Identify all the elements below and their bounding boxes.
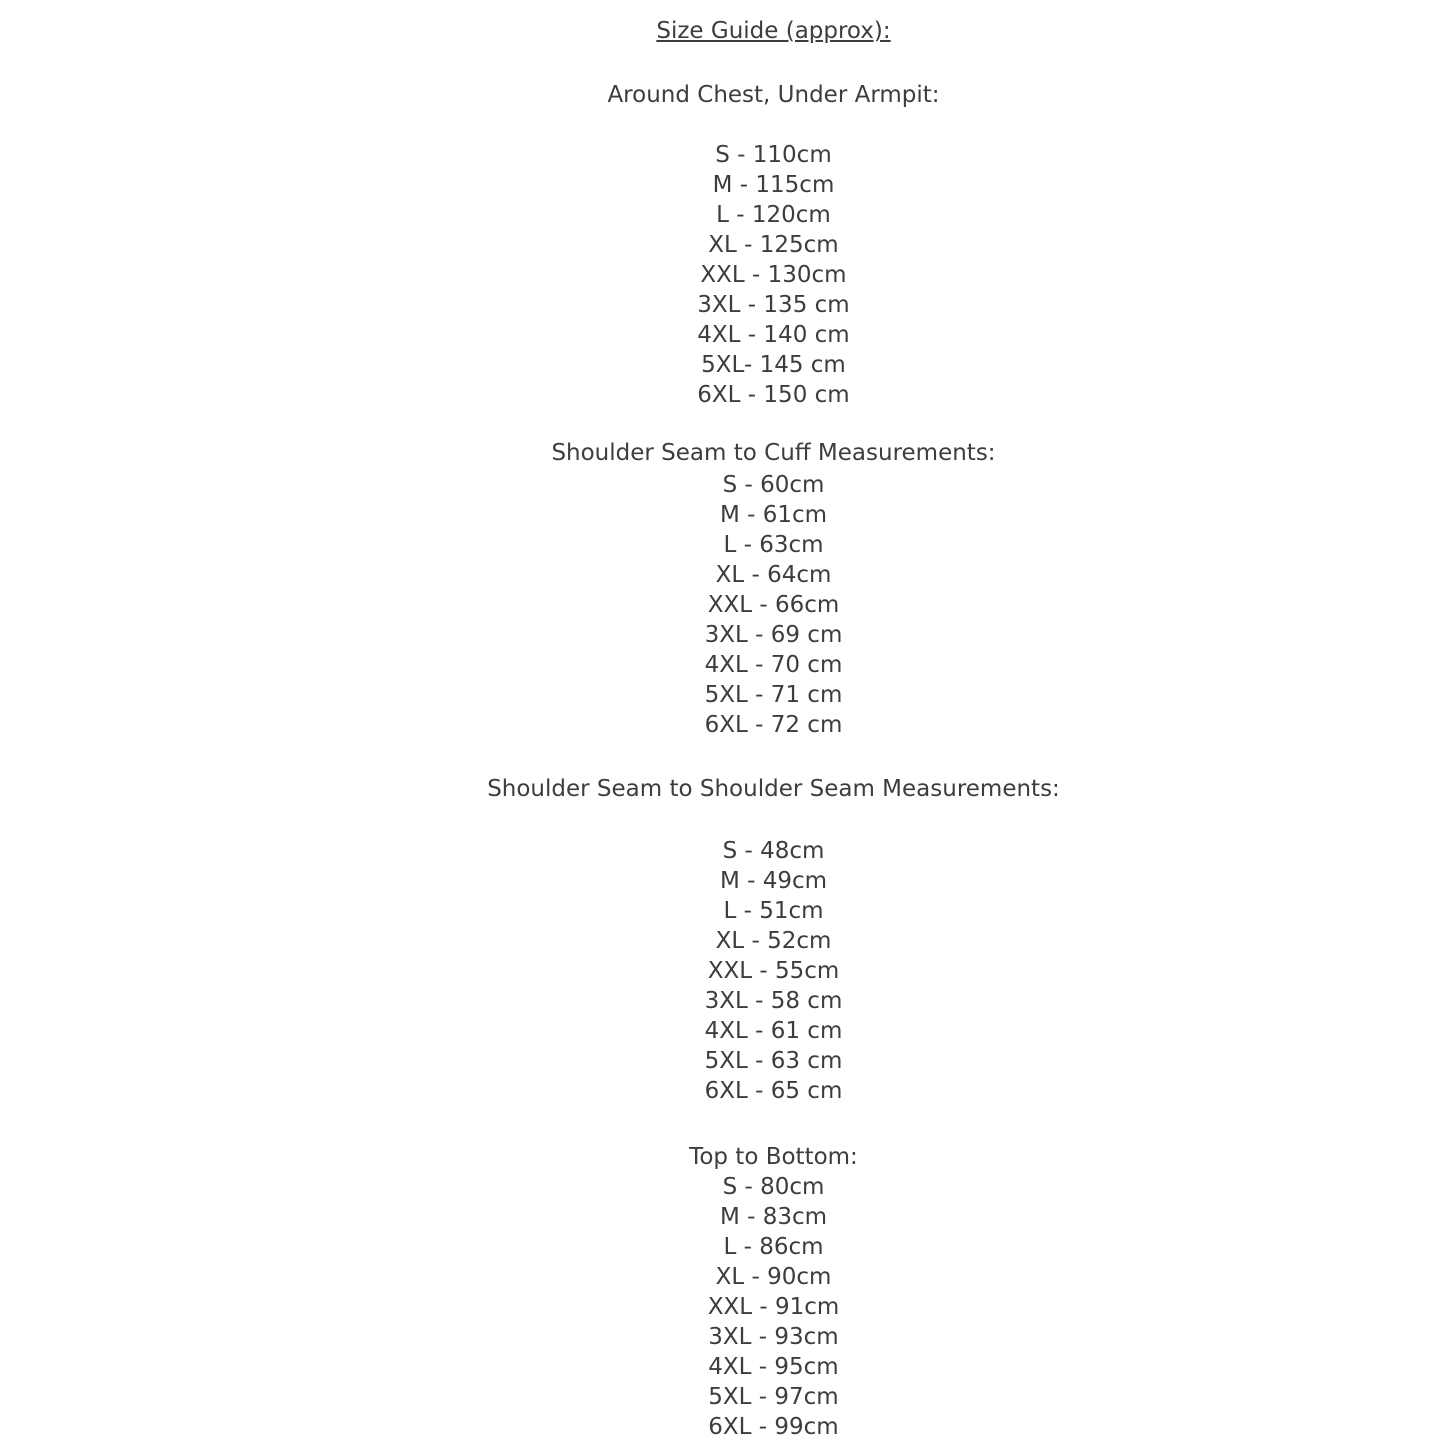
- size-line: 5XL- 145 cm: [701, 352, 846, 378]
- section-heading-top-to-bottom: Top to Bottom:: [689, 1144, 858, 1170]
- size-line: 5XL - 71 cm: [704, 682, 843, 708]
- size-line: 4XL - 70 cm: [704, 652, 843, 678]
- size-line: XL - 90cm: [715, 1264, 832, 1290]
- size-line: 4XL - 140 cm: [697, 322, 850, 348]
- section-heading-around-chest: Around Chest, Under Armpit:: [607, 82, 940, 108]
- size-line: 5XL - 63 cm: [704, 1048, 843, 1074]
- size-line: M - 83cm: [719, 1204, 828, 1230]
- size-line: M - 115cm: [712, 172, 835, 198]
- size-line: 6XL - 65 cm: [704, 1078, 843, 1104]
- size-line: XXL - 66cm: [707, 592, 840, 618]
- size-line: L - 86cm: [723, 1234, 824, 1260]
- size-line: 3XL - 135 cm: [697, 292, 850, 318]
- size-line: 6XL - 150 cm: [697, 382, 850, 408]
- size-line: S - 80cm: [722, 1174, 825, 1200]
- size-line: XXL - 130cm: [700, 262, 847, 288]
- size-line: S - 110cm: [715, 142, 832, 168]
- size-line: 6XL - 99cm: [708, 1414, 839, 1440]
- size-line: L - 51cm: [723, 898, 824, 924]
- size-list-around-chest: [51, 140, 1445, 410]
- size-line: XL - 52cm: [715, 928, 832, 954]
- size-line: 4XL - 95cm: [708, 1354, 839, 1380]
- section-heading-seam-to-seam: Shoulder Seam to Shoulder Seam Measurements:: [487, 776, 1060, 802]
- size-line: XL - 125cm: [708, 232, 839, 258]
- size-line: XXL - 91cm: [707, 1294, 840, 1320]
- size-line: S - 60cm: [722, 472, 825, 498]
- size-list-seam-to-seam: [51, 836, 1445, 1106]
- size-list-top-to-bottom: [51, 1172, 1445, 1442]
- size-line: M - 49cm: [719, 868, 828, 894]
- section-heading-seam-to-cuff: Shoulder Seam to Cuff Measurements:: [551, 440, 996, 466]
- size-list-seam-to-cuff: [51, 470, 1445, 740]
- size-line: S - 48cm: [722, 838, 825, 864]
- size-line: L - 120cm: [716, 202, 831, 228]
- size-line: 3XL - 69 cm: [704, 622, 843, 648]
- size-line: L - 63cm: [723, 532, 824, 558]
- size-line: M - 61cm: [719, 502, 828, 528]
- size-guide-document: [51, 0, 1445, 1442]
- size-line: 4XL - 61 cm: [704, 1018, 843, 1044]
- size-line: XL - 64cm: [715, 562, 832, 588]
- page-title: Size Guide (approx):: [656, 18, 891, 44]
- size-line: 3XL - 58 cm: [704, 988, 843, 1014]
- size-line: XXL - 55cm: [707, 958, 840, 984]
- size-line: 5XL - 97cm: [708, 1384, 839, 1410]
- size-line: 6XL - 72 cm: [704, 712, 843, 738]
- size-line: 3XL - 93cm: [708, 1324, 839, 1350]
